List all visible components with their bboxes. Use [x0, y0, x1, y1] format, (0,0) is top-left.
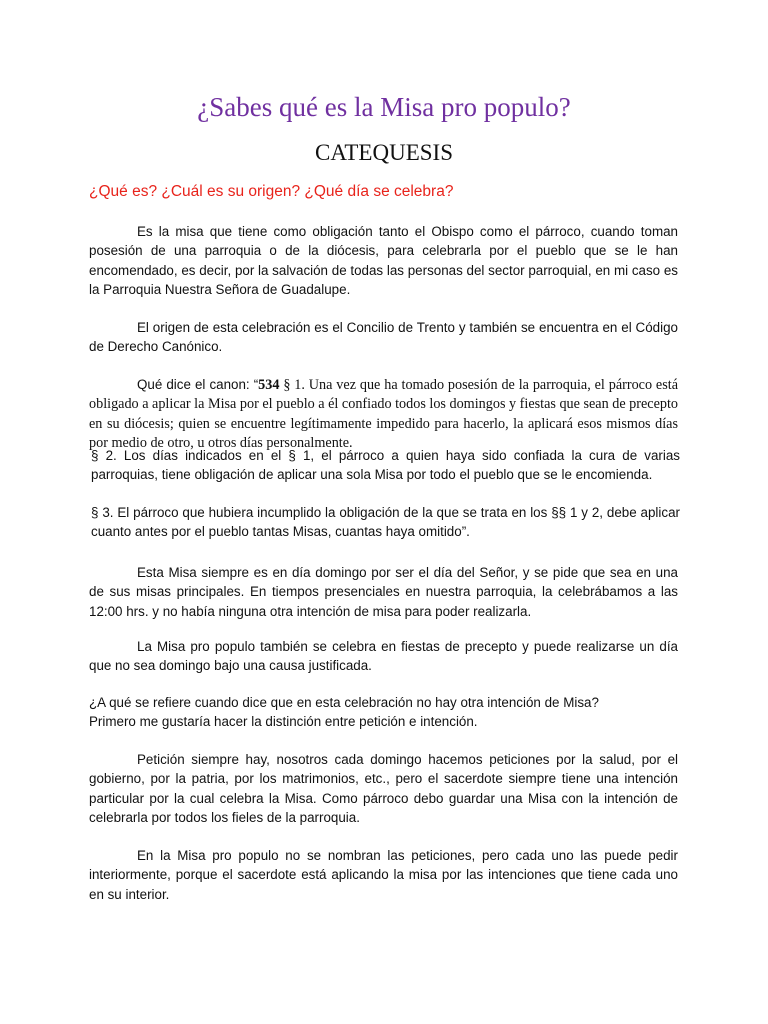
section-heading: ¿Qué es? ¿Cuál es su origen? ¿Qué día se celebra?: [89, 183, 454, 200]
canon-number: 534: [258, 377, 280, 393]
paragraph-petition: Petición siempre hay, nosotros cada domingo hacemos peticiones por la salud, por el gobierno, por la patria, por los matrimonios, etc., pero el sacerdote siempre tiene una intención particular por la cual celebra la Misa. Como párroco debo guardar una Misa con la intención de celebrarla por todos los fieles de la parroquia.: [89, 752, 678, 825]
paragraph-canon-section-3: § 3. El párroco que hubiera incumplido la obligación de la que se trata en los §§ 1 y 2, debe aplicar cuanto antes por el pueblo tantas Misas, cuantas haya omitido”.: [91, 505, 680, 540]
canon-intro: Qué dice el canon: “: [137, 377, 259, 392]
distinction-line: Primero me gustaría hacer la distinción entre petición e intención.: [89, 714, 478, 730]
page-title: ¿Sabes qué es la Misa pro populo?: [197, 92, 571, 122]
paragraph-canon-section-2: § 2. Los días indicados en el § 1, el párroco a quien haya sido confiada la cura de varias parroquias, tiene obligación de aplicar una sola Misa por todo el pueblo que se le encomienda.: [91, 448, 680, 483]
paragraph-sunday: Esta Misa siempre es en día domingo por ser el día del Señor, y se pide que sea en una de sus misas principales. En tiempos presenciales en nuestra parroquia, la celebrábamos a las 12:00 hrs. y no había ninguna otra intención de misa para poder realizarla.: [89, 565, 678, 619]
question-line: ¿A qué se refiere cuando dice que en esta celebración no hay otra intención de Misa?: [89, 695, 599, 710]
paragraph-canon-534: [89, 375, 678, 452]
paragraph-origin: El origen de esta celebración es el Concilio de Trento y también se encuentra en el Código de Derecho Canónico.: [89, 320, 678, 355]
canon-section-1: § 1. Una vez que ha tomado posesión de la parroquia, el párroco está obligado a aplicar la Misa por el pueblo a él confiado todos los domingos y fiestas que sean de precepto en su diócesis; quien se encuentre legítimamente impedido para hacerlo, la aplicará esos mismos días por medio de otro, u otros días personalmente.: [89, 377, 679, 451]
paragraph-feasts: La Misa pro populo también se celebra en fiestas de precepto y puede realizarse un día que no sea domingo bajo una causa justificada.: [89, 639, 678, 674]
paragraph-question: [89, 693, 678, 732]
paragraph-intentions: En la Misa pro populo no se nombran las peticiones, pero cada uno las puede pedir interiormente, porque el sacerdote está aplicando la misa por las intenciones que tiene cada uno en su interior.: [89, 848, 678, 902]
page-subtitle: CATEQUESIS: [314, 140, 453, 165]
paragraph-definition: Es la misa que tiene como obligación tanto el Obispo como el párroco, cuando toman posesión de una parroquia o de la diócesis, para celebrarla por el pueblo que se le han encomendado, es decir, por la salvación de todas las personas del sector parroquial, en mi caso es la Parroquia Nuestra Señora de Guadalupe.: [89, 224, 678, 297]
